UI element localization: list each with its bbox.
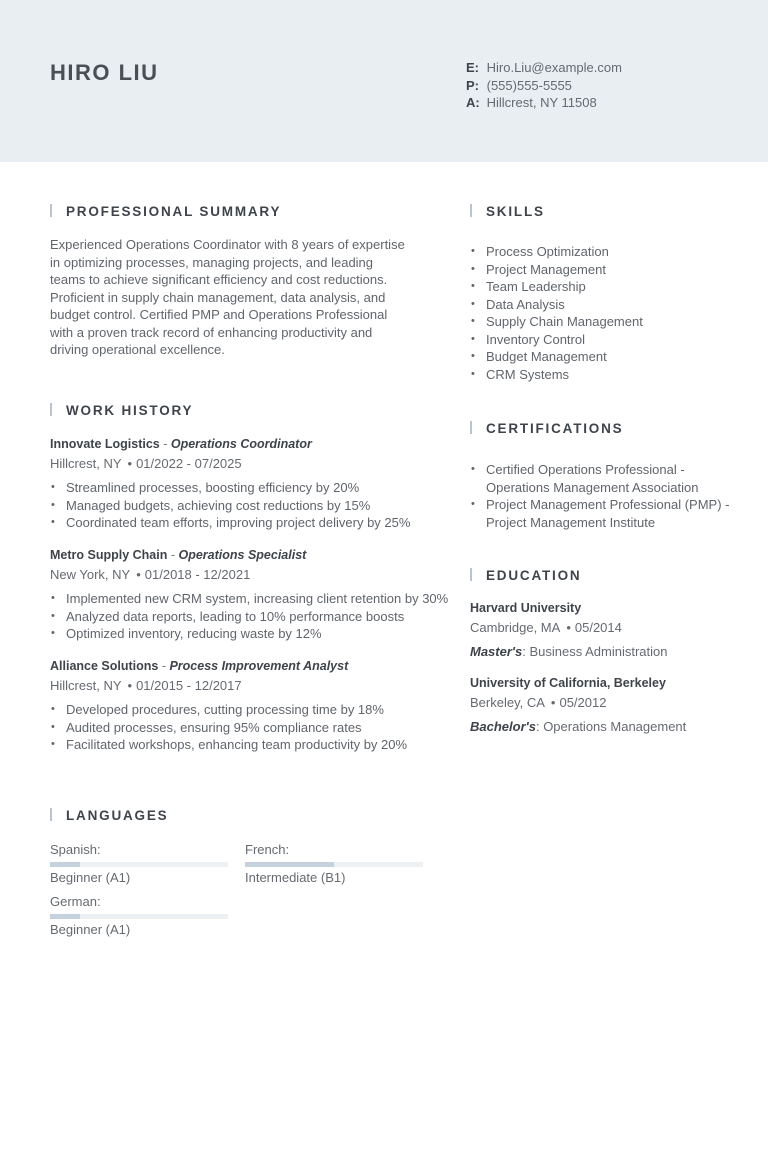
section-accent-bar (50, 808, 52, 821)
section-title-education (470, 568, 581, 583)
list-item: • Analyzed data reports, leading to 10% performance boosts (50, 608, 450, 626)
bullet-separator: • (127, 455, 133, 471)
education-school: Harvard University (470, 601, 582, 615)
language-name: German: (50, 894, 101, 909)
job-dates: 01/2015 - 12/2017 (136, 677, 242, 693)
section-accent-bar (470, 421, 472, 434)
job-location: New York, NY (50, 566, 131, 582)
job-bullets (50, 590, 450, 643)
bullet-separator: • (566, 619, 571, 635)
education-field: Operations Management (543, 719, 687, 734)
language-german (50, 894, 228, 938)
education-school: University of California, Berkeley (470, 676, 666, 690)
section-title-languages (50, 808, 168, 823)
education-entry (470, 675, 730, 736)
education-location: Cambridge, MA (470, 619, 561, 635)
education-meta (470, 619, 730, 637)
section-title-summary-text: PROFESSIONAL SUMMARY (66, 204, 282, 219)
job-dates: 01/2022 - 07/2025 (136, 455, 242, 471)
education-location: Berkeley, CA (470, 694, 545, 710)
language-name: French: (245, 842, 290, 857)
list-item: • Facilitated workshops, enhancing team productivity by 20% (50, 736, 450, 754)
job-role: Operations Specialist (178, 548, 307, 562)
education-date: 05/2012 (559, 694, 607, 710)
skills-list (470, 243, 643, 383)
education-colon: : (522, 644, 530, 659)
section-title-skills (470, 204, 545, 219)
job-location: Hillcrest, NY (50, 455, 122, 471)
list-item: • Process Optimization (470, 243, 643, 261)
language-french (245, 842, 423, 886)
language-level: Beginner (A1) (50, 870, 131, 885)
education-date: 05/2014 (574, 619, 622, 635)
section-accent-bar (470, 204, 472, 217)
contact-address (466, 94, 622, 112)
contact-phone-label: P: (466, 77, 479, 93)
education-degree-line (470, 718, 730, 736)
bullet-separator: • (127, 677, 133, 693)
contact-phone (466, 77, 622, 95)
job-separator: - (158, 659, 170, 673)
contact-email-value[interactable]: Hiro.Liu@example.com (486, 60, 622, 75)
bullet-separator: • (550, 694, 556, 710)
section-accent-bar (50, 204, 52, 217)
list-item: • Coordinated team efforts, improving project delivery by 25% (50, 514, 450, 532)
summary-text: Experienced Operations Coordinator with 8 years of expertise in optimizing processes, managing projects, and leading teams to achieve significant efficiency and cost reductions. Proficient in supply chain management, data analysis, and budget control. Certified PMP and Operations Professional with a proven track record of enhancing productivity and driving operational excellence. (50, 237, 405, 357)
section-title-certifications (470, 421, 623, 436)
bullet-separator: • (136, 566, 141, 582)
section-title-work (50, 403, 193, 418)
section-title-certifications-text: CERTIFICATIONS (486, 421, 624, 436)
contact-address-label: A: (466, 95, 480, 110)
section-accent-bar (470, 568, 472, 581)
job-company: Alliance Solutions (50, 659, 159, 673)
education-degree: Bachelor's (470, 719, 536, 734)
list-item: • Inventory Control (470, 331, 643, 349)
job-heading (50, 547, 450, 565)
section-title-education-text: EDUCATION (486, 568, 582, 583)
section-title-work-text: WORK HISTORY (66, 403, 194, 418)
list-item: • Supply Chain Management (470, 313, 643, 331)
list-item: • Data Analysis (470, 296, 643, 314)
education-meta (470, 694, 730, 712)
list-item: • Audited processes, ensuring 95% compliance rates (50, 719, 450, 737)
contact-block (466, 59, 622, 112)
contact-email (466, 59, 622, 77)
list-item: • Project Management (470, 261, 643, 279)
certifications-list (470, 461, 730, 531)
job-bullets (50, 479, 450, 532)
language-proficiency-fill (50, 862, 80, 867)
list-item: • CRM Systems (470, 366, 643, 384)
list-item: • Certified Operations Professional - Operations Management Association (470, 461, 730, 496)
contact-email-label: E: (466, 60, 479, 75)
language-proficiency-bar (245, 862, 423, 867)
education-degree: Master's (470, 644, 523, 659)
list-item: • Developed procedures, cutting processing time by 18% (50, 701, 450, 719)
job-heading (50, 436, 450, 454)
job-meta (50, 677, 450, 695)
education-degree-line (470, 643, 730, 661)
job-entry (50, 436, 450, 532)
job-bullets (50, 701, 450, 754)
job-entry (50, 547, 450, 643)
job-separator: - (159, 437, 171, 451)
job-heading (50, 658, 450, 676)
header-band (0, 0, 768, 162)
list-item: • Team Leadership (470, 278, 643, 296)
language-proficiency-fill (50, 914, 80, 919)
job-entry (50, 658, 450, 754)
job-company: Innovate Logistics (50, 437, 160, 451)
candidate-name: HIRO LIU (50, 60, 159, 85)
section-title-summary (50, 204, 281, 219)
language-proficiency-fill (245, 862, 334, 867)
job-separator: - (167, 548, 179, 562)
job-dates: 01/2018 - 12/2021 (144, 566, 251, 582)
list-item: • Streamlined processes, boosting efficiency by 20% (50, 479, 450, 497)
language-level: Beginner (A1) (50, 922, 131, 937)
education-field: Business Administration (529, 644, 668, 659)
section-accent-bar (50, 403, 52, 416)
job-role: Operations Coordinator (170, 437, 312, 451)
job-role: Process Improvement Analyst (169, 659, 349, 673)
job-meta (50, 455, 450, 473)
list-item: • Implemented new CRM system, increasing client retention by 30% (50, 590, 450, 608)
language-proficiency-bar (50, 862, 228, 867)
list-item: • Budget Management (470, 348, 643, 366)
section-title-skills-text: SKILLS (486, 204, 545, 219)
contact-address-value: Hillcrest, NY 11508 (486, 95, 597, 110)
education-entry (470, 600, 730, 661)
language-spanish (50, 842, 228, 886)
language-proficiency-bar (50, 914, 228, 919)
list-item: • Project Management Professional (PMP) - Project Management Institute (470, 496, 730, 531)
list-item: • Optimized inventory, reducing waste by 12% (50, 625, 450, 643)
language-level: Intermediate (B1) (245, 870, 346, 885)
section-title-languages-text: LANGUAGES (66, 808, 169, 823)
job-meta (50, 566, 450, 584)
job-company: Metro Supply Chain (50, 548, 168, 562)
language-name: Spanish: (50, 842, 101, 857)
education-colon: : (535, 719, 544, 734)
list-item: • Managed budgets, achieving cost reductions by 15% (50, 497, 450, 515)
contact-phone-value[interactable]: (555)555-5555 (486, 77, 572, 93)
job-location: Hillcrest, NY (50, 677, 122, 693)
